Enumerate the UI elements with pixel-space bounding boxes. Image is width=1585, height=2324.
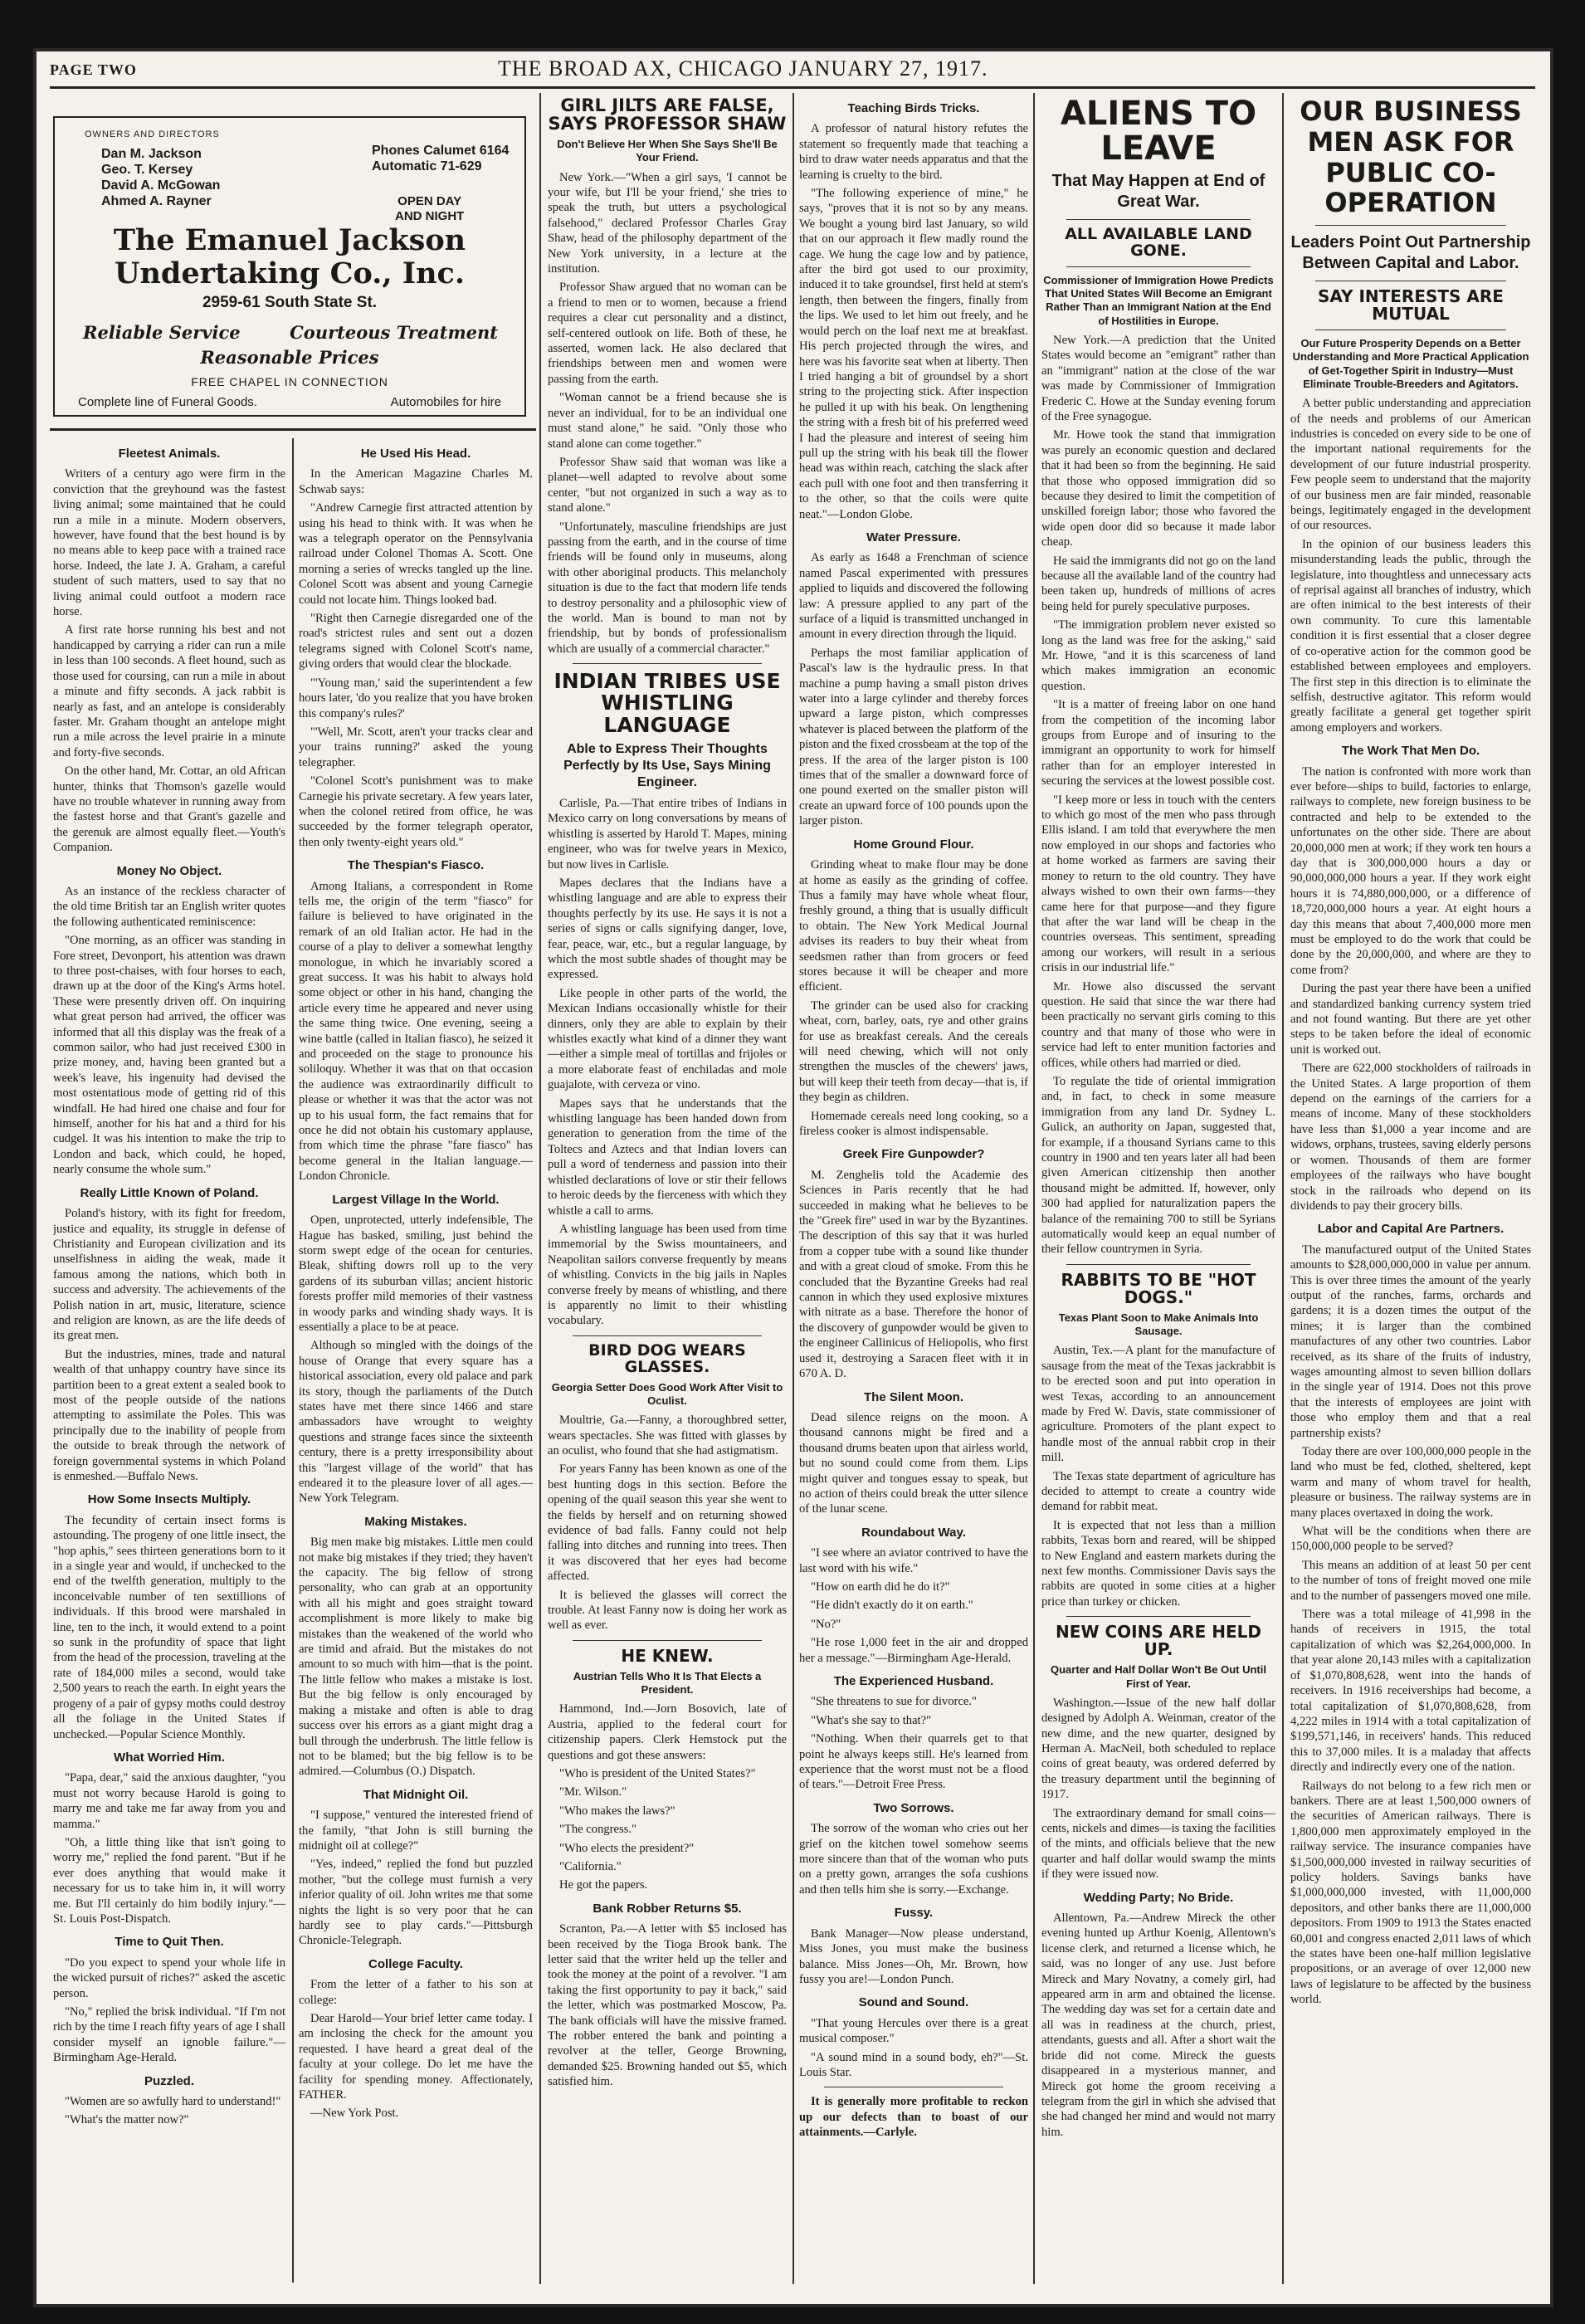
section-divider bbox=[1315, 225, 1506, 226]
article-paragraph: "Papa, dear," said the anxious daughter, "you must not worry because Harold is going to marry me and take me far away from you and mamma." bbox=[53, 1771, 285, 1831]
article-paragraph: "That young Hercules over there is a great musical composer." bbox=[799, 2016, 1028, 2046]
column-1 bbox=[53, 438, 285, 2282]
article-headline: Roundabout Way. bbox=[861, 1525, 966, 1540]
article-headline: College Faculty. bbox=[368, 1956, 463, 1971]
page-number: PAGE TWO bbox=[50, 61, 137, 78]
subheadline-land-gone: ALL AVAILABLE LAND GONE. bbox=[1065, 225, 1252, 260]
article-paragraph: Homemade cereals need long cooking, so a fireless cooker is almost indispensable. bbox=[799, 1109, 1028, 1138]
article-paragraph: New York.—"When a girl says, 'I cannot be your wife, but I'll be your friend,' she tries to speak the truth, but utters a psychological falsehood," declared Professor Charles Gray Shaw, head of the philosophy department of the New York university, in a lecture at the institution. bbox=[548, 170, 787, 276]
article-headline: Home Ground Flour. bbox=[853, 837, 974, 852]
company-name-line: Undertaking Co., Inc. bbox=[114, 256, 466, 290]
article-headline: He Used His Head. bbox=[360, 447, 471, 461]
chapel-line: FREE CHAPEL IN CONNECTION bbox=[191, 375, 388, 388]
column-5 bbox=[1041, 93, 1275, 2284]
column-4 bbox=[799, 93, 1028, 2284]
article-headline: The Experienced Husband. bbox=[833, 1674, 994, 1688]
article-paragraph: "Nothing. When their quarrels get to that point he always keeps still. He's learned from experience that the worst must not be a flood of tears."—Detroit Free Press. bbox=[799, 1732, 1028, 1792]
article-paragraph: "Mr. Wilson." bbox=[559, 1785, 627, 1799]
article-paragraph: For years Fanny has been known as one of the best hunting dogs in this section. Before the opening of the quail season this year she went to the fields by herself and on returning showed evidence of bad falls. Fanny could not help falling into ditches and running into trees. Then it was discovered that her eyes had become affected. bbox=[548, 1462, 787, 1584]
article-paragraph: A better public understanding and appreciation of the needs and problems of our American industries is conceded on every side to be one of the important national requirements for the development of our future industrial prosperity. Few people seem to understand that the majority of our business men are fair minded, reasonable beings, legitimately engaged in the development of our resources. bbox=[1290, 397, 1531, 533]
article-paragraph: Scranton, Pa.—A letter with $5 inclosed has been received by the Tioga Brook bank. The letter said that the writer held up the teller and took the money at the point of a revolver. "I am taking the first opportunity to pay it back," said the letter, which was postmarked Moscow, Pa. The bank officials will have the missive framed. The robber entered the bank and pointing a revolver at the teller, George Browning, demanded $25. Browning handed out $5, which satisfied him. bbox=[548, 1922, 787, 2089]
owner-name: Geo. T. Kersey bbox=[101, 163, 193, 177]
article-paragraph: "Andrew Carnegie first attracted attention by using his head to think with. It was when he was a telegraph operator on the Pennsylvania railroad under Colonel Thomas A. Scott. One morning a series of wrecks tangled up the line. Colonel Scott was absent and young Carnegie could not locate him. Things looked bad. bbox=[299, 501, 533, 607]
article-paragraph: There are 622,000 stockholders of railroads in the United States. A large proportion of them depend on the earnings of the carriers for a means of income. Many of these stockholders have less than $1,000 a year income and are widows, orphans, trustees, saving elderly persons or women. Thousands of them are former employees of the railways who have bought stock in the railroads who depend on its dividends to pay their grocery bills. bbox=[1290, 1062, 1531, 1213]
article-paragraph: From the letter of a father to his son at college: bbox=[299, 1978, 533, 2007]
subheadline-mutual: SAY INTERESTS ARE MUTUAL bbox=[1318, 286, 1504, 325]
deck: Our Future Prosperity Depends on a Better Understanding and More Practical Application of Get-Together Spirit in Industry—Must Eliminate Trouble-Breeders and Agitators. bbox=[1292, 337, 1529, 390]
article-paragraph: The nation is confronted with more work than ever before—ships to build, factories to enlarge, railways to complete, new foreign business to be contracted and help to be extended to the unfortunates on the other side. There are about 20,000,000 men at work; if they work ten hours a day that is 300,000,000 hours a day or 90,000,000,000 hours a year. If they work eight hours it is 74,880,000,000, or a difference of 18,720,000,000 hours a year. At eight hours a day this means that about 7,400,000 more men must be employed to do the work that could be done by the 20,000,000, and where are they to come from? bbox=[1290, 764, 1531, 977]
article-paragraph: In the opinion of our business leaders this misunderstanding leads the public, through the legislature, into thoughtless and unnecessary acts of reprisal against all branches of industry, which are often inimical to the best interests of their own community. To cure this lamentable condition it is first essential that a closer degree of co-operative action for the common good be established between employees and employers. The first step in this direction is to eliminate the selfish, destructive agitator. This reform would greatly facilitate a general get together spirit among employers and workers. bbox=[1290, 537, 1531, 735]
article-paragraph: M. Zenghelis told the Academie des Sciences in Paris recently that he had succeeded in making what he believes to be the "Greek fire" used in war by the Byzantines. The description of this say that it was hurled from a copper tube with a sound like thunder and with a great cloud of smoke. From this he concluded that the Byzantine Greeks had real cannon in which they used explosive mixtures with nitrate as a base. Therefore the honor of the discovery of gunpowder would be given to the engineer Callinicus of Heliopolis, who first used it, destroying a Saracen fleet with it in 670 A. D. bbox=[799, 1168, 1028, 1381]
article-paragraph: Carlisle, Pa.—That entire tribes of Indians in Mexico carry on long conversations by means of whistling is asserted by Harold T. Mapes, mining engineer, who was for twelve years in Mexico, but now lives in Carlisle. bbox=[548, 796, 787, 872]
subheadline: Able to Express Their Thoughts Perfectly by Its Use, Says Mining Engineer. bbox=[563, 741, 771, 789]
article-paragraph: "The following experience of mine," he says, "proves that it is not so by any means. We bought a young bird last January, so wild that on our approach it flew madly round the cage. We hung the cage low and by patience, after the bird got used to our proximity, induced it to take groundsel, first held at stem's length, then between the fingers, finally from the lips. We used to let him out freely, and he would perch on the loaf next me at breakfast. His perch projected through the wires, and here was his favorite seat when at liberty. Then I tried hanging a bit of groundsel by a short string to the projecting stick. After inspection he pulled it up with his beak. On lengthening the string with a fresh bit of his preferred weed I had the pleasure and interest of seeing him pull up the string with his beak till the flower head was within reach, catching the slack after each pull with one foot and then transferring it to the other, so that the coils were quite neat."—London Globe. bbox=[799, 187, 1028, 521]
subheadline: Don't Believe Her When She Says She'll Be Your Friend. bbox=[557, 138, 778, 164]
article-paragraph: The sorrow of the woman who cries out her grief on the kitchen towel somehow seems more sincere than that of the woman who puts on a pretty gown, arranges the sofa cushions and then tells him she is sorry.—Exchange. bbox=[799, 1822, 1028, 1897]
article-paragraph: "What's the matter now?" bbox=[65, 2113, 189, 2127]
headline-aliens-to-leave: ALIENS TO LEAVE bbox=[1060, 95, 1257, 168]
article-paragraph: Today there are over 100,000,000 people in the land who must be fed, clothed, sheltered, kept warm and many of whom travel for health, pleasure or business. The railway systems are in many places overtaxed in doing the work. bbox=[1290, 1445, 1531, 1520]
article-headline: Wedding Party; No Bride. bbox=[1083, 1890, 1234, 1905]
owners-list bbox=[101, 146, 220, 209]
section-divider bbox=[1066, 1616, 1251, 1617]
article-paragraph: "She threatens to sue for divorce." bbox=[811, 1695, 977, 1709]
headline-girl-jilts: GIRL JILTS ARE FALSE, SAYS PROFESSOR SHAW bbox=[548, 95, 787, 134]
article-paragraph: The fecundity of certain insect forms is astounding. The progeny of one little insect, the "hop aphis," sees thirteen generations born to it in a single year and would, if unchecked to the end of the twelfth generation, multiply to the inconceivable number of ten sextillions of individuals. If this brood were marshaled in line, ten to the inch, it would extend to a point so sunk in the profundity of space that light from the head of the procession, traveling at the rate of 184,000 miles a second, would take 2,500 years to reach the earth. In eight years the progeny of a pair of gypsy moths could destroy all the foliage in the United States if unchecked.—Popular Science Monthly. bbox=[53, 1513, 285, 1741]
headline-new-coins: NEW COINS ARE HELD UP. bbox=[1056, 1622, 1261, 1660]
column-6 bbox=[1290, 93, 1531, 2284]
article-paragraph: "Women are so awfully hard to understand!" bbox=[65, 2095, 281, 2109]
article-headline: Bank Robber Returns $5. bbox=[593, 1901, 742, 1916]
article-paragraph: "Who elects the president?" bbox=[559, 1841, 695, 1855]
article-headline: Time to Quit Then. bbox=[115, 1935, 224, 1950]
subheadline: Georgia Setter Does Good Work After Visit to Oculist. bbox=[551, 1380, 783, 1407]
phone-numbers bbox=[372, 143, 509, 174]
article-paragraph: "No," replied the brisk individual. "If I'm not rich by the time I reach fifty years of age I shall consider myself an ignoble failure."—Birmingham Age-Herald. bbox=[53, 2005, 285, 2065]
company-name-line: The Emanuel Jackson bbox=[113, 223, 466, 257]
article-paragraph: "Oh, a little thing like that isn't going to worry me," replied the fond parent. "But if he ever does anything that would make it necessary for us to take him in, it will worry me. But I'll certainly do him bodily injury."—St. Louis Post-Dispatch. bbox=[53, 1835, 285, 1926]
article-paragraph: New York.—A prediction that the United States would become an "emigrant" rather than an "immigrant" nation at the close of the war was made by Commissioner of Immigration Frederic C. Howe at the Sunday evening forum of the Free synagogue. bbox=[1041, 333, 1275, 423]
article-paragraph: What will be the conditions when there are 150,000,000 people to be served? bbox=[1290, 1525, 1531, 1554]
article-headline: Fussy. bbox=[894, 1906, 934, 1921]
open-hours bbox=[395, 194, 464, 224]
article-headline: How Some Insects Multiply. bbox=[87, 1492, 251, 1507]
article-paragraph: The extraordinary demand for small coins—cents, nickels and dimes—is taxing the facilities of the mints, and officials believe that the new quarter and half dollar would swamp the mints if they were issued now. bbox=[1041, 1806, 1275, 1882]
article-paragraph: "The immigration problem never existed so long as the land was free for the asking," said Mr. Howe, "and it is this scarceness of land which makes immigration an economic question. bbox=[1041, 618, 1275, 693]
section-divider bbox=[1066, 1264, 1251, 1265]
article-paragraph: "The congress." bbox=[559, 1823, 636, 1837]
column-rule bbox=[1282, 93, 1284, 2284]
article-paragraph: Professor Shaw argued that no woman can be a friend to men or to women, because a friend requires a clear cut personality and a distinct, self-centered outlook on life. Both of these, he asserted, women lack. He also declared that friendships between men and women were passing from the earth. bbox=[548, 281, 787, 386]
article-paragraph: Moultrie, Ga.—Fanny, a thoroughbred setter, wears spectacles. She was fitted with glasses by an oculist, who found that she had astigmatism. bbox=[548, 1413, 787, 1457]
article-paragraph: Railways do not belong to a few rich men or bankers. There are at least 1,500,000 owners of the securities of American railways. There is 1,800,000 men approximately employed in the railway service. The insurance companies have $1,500,000,000 invested in railway securities of policy holders. Savings banks have $1,000,000,000 invested, with 11,000,000 depositors, and other banks there are 11,000,000 depositors. From 1909 to 1913 the States enacted 60,001 and congress enacted 2,011 laws of which the states have been one-half million legislative propositions, or an average of over 12,000 new laws of legislature to be affected by the business world. bbox=[1290, 1779, 1531, 2007]
article-paragraph: The grinder can be used also for cracking wheat, corn, barley, oats, rye and other grains for use as breakfast cereals. And the cereals will need chewing, which will not only strengthen the muscles of the chewers' jaws, but will keep their teeth from decay—that is, if they begin as children. bbox=[799, 998, 1028, 1105]
article-headline: Fleetest Animals. bbox=[118, 447, 221, 461]
article-paragraph: "I keep more or less in touch with the centers to which go most of the men who pass through Ellis island. I am told that everywhere the men now employed in our shops and factories who at home worked as farmers are saving their money to return to the old country. They have always wished to own their own farms—they came here for that purpose—and they figure that after the war land will be cheap in the countries overseas. This sentiment, spreading among our workers, will result in a serious crisis in our industrial life." bbox=[1041, 793, 1275, 975]
article-paragraph: Big men make big mistakes. Little men could not make big mistakes if they tried; they haven't the capacity. The big fellow of strong personality, who can grab at an opportunity with all his might and goes straight toward accomplishment is more likely to make big mistakes than the weakened of the world who are timid and afraid. But the mistakes do not amount to so much with him—that is the point. The little fellow who makes a mistake is lost. But the big fellow is only encouraged by making a mistake and often is able to drag success over his errors as a giant might drag a bull through the underbrush. The little fellow is not to be blamed; but the big fellow is to be admired.—Columbus (O.) Dispatch. bbox=[299, 1536, 533, 1779]
article-headline: What Worried Him. bbox=[114, 1750, 225, 1765]
article-paragraph: The manufactured output of the United States amounts to $28,000,000,000 in value per annum. This is over three times the amount of the yearly output of the ranches, farms, orchards and gardens; it is a dozen times the output of the mines; it is larger than the combined manufactures of any other two countries. Labor received, as its share of the fruits of industry, wages amounting almost to seven billion dollars in the single year of 1914. Does not this prove that the interests of employees are joint with those who employ them and that a real partnership exists? bbox=[1290, 1243, 1531, 1440]
article-paragraph: It is believed the glasses will correct the trouble. At least Fanny now is doing her work as well as ever. bbox=[548, 1588, 787, 1633]
article-paragraph: A professor of natural history refutes the statement so frequently made that teaching a bird to draw water needs apparatus and that the learning is cruelty to the bird. bbox=[799, 122, 1028, 182]
article-headline: The Thespian's Fiasco. bbox=[347, 858, 485, 873]
article-paragraph: Grinding wheat to make flour may be done at home as easily as the grinding of coffee. Thus a family may have whole wheat flour, freshly ground, a thing that is usually difficult to obtain. The New York Medical Journal advises its readers to buy their wheat from seedsmen rather than from grocers or feed stores because it will be cheaper and more efficient. bbox=[799, 858, 1028, 994]
article-headline: Labor and Capital Are Partners. bbox=[1317, 1222, 1505, 1237]
article-paragraph: Poland's history, with its fight for freedom, justice and equality, its struggle in defense of Christianity and European civilization and its unselfishness in aiding the weak, made it famous among the nations, which both in success and adversity. The achievements of the Polish nation in art, music, literature, science and religion are known, as are the life deeds of its great men. bbox=[53, 1207, 285, 1343]
article-paragraph: He said the immigrants did not go on the land because all the available land of the country had been taken up, hundreds of millions of acres being held for purely speculative purposes. bbox=[1041, 554, 1275, 613]
deck: Commissioner of Immigration Howe Predicts That United States Will Become an Emigrant Rather Than an Immigrant Nation at the End of Hostilities in Europe. bbox=[1043, 273, 1274, 327]
article-paragraph: Among Italians, a correspondent in Rome tells me, the origin of the term "fiasco" for failure is believed to have originated in the remark of an old Italian actor. He had in the course of a play to deliver a somewhat lengthy monologue, in which he invariably scored a great success. It was his habit to always hold some object or other in his hand, changing the article every time he appeared and never using the same thing twice. One evening, seeing a wine battle (called in Italian fiasco), he seized it and proceeded on the stage to pronounce his soliloquy. Whether it was that on that occasion the audience was extraordinarily difficult to please or whether it was that the actor was not up to his usual form, the fact remains that for once he did not obtain his customary applause, from which time the phrase "fare fiasco" has become general in the Italian language.—London Chronicle. bbox=[299, 879, 533, 1184]
article-paragraph: On the other hand, Mr. Cottar, an old African hunter, thinks that Thomson's gazelle would have no trouble whatever in running away from the fastest horse and that Grant's gazelle and the gerenuk are almost equally fleet.—Youth's Companion. bbox=[53, 764, 285, 855]
ad-bottom-line bbox=[78, 395, 501, 409]
subheadline: That May Happen at End of Great War. bbox=[1051, 172, 1266, 211]
owner-name: Ahmed A. Rayner bbox=[101, 194, 212, 208]
column-rule bbox=[539, 93, 541, 2284]
phone-line: Phones Calumet 6164 bbox=[372, 144, 510, 158]
article-headline: Really Little Known of Poland. bbox=[80, 1185, 259, 1200]
article-paragraph: To regulate the tide of oriental immigration and, in fact, to check in some measure immigration from any land Dr. Sydney L. Gulick, an authority on Japan, suggested that, for example, if a thousand Syrians came to this country in 1900 and ten years later all had been given American citizenship then another thousand might be admitted. If, however, only 300 had applied for naturalization papers the balance of the remaining 700 to still be Syrians automatically would keep an equal number of their fellow countrymen in Syria. bbox=[1041, 1074, 1275, 1257]
article-paragraph: Dead silence reigns on the moon. A thousand cannons might be fired and a thousand drums beaten upon that airless world, but no sound could come from them. Lips might quiver and tongues essay to speak, but no action of theirs could break the utter silence of the lunar scene. bbox=[799, 1410, 1028, 1516]
article-paragraph: Austin, Tex.—A plant for the manufacture of sausage from the meat of the Texas jackrabbit is to be erected soon and put into operation in west Texas, according to an announcement made by Fred W. Davis, state commissioner of agriculture. Promoters of the plant expect to handle most of the annual rabbit crop in their mill. bbox=[1041, 1344, 1275, 1465]
article-paragraph: It is expected that not less than a million rabbits, Texas born and reared, will be shipped to New England and eastern markets during the next few months. Commissioner Davis says the rabbits are quoted in some cities at a higher price than turkey or chicken. bbox=[1041, 1518, 1275, 1609]
owners-title: OWNERS AND DIRECTORS bbox=[85, 129, 220, 139]
article-paragraph: Professor Shaw said that woman was like a planet—well adapted to revolve about some center, "but not organized in such a way as to stand alone." bbox=[548, 455, 787, 515]
column-rule bbox=[1033, 93, 1035, 2284]
column-3 bbox=[548, 93, 787, 2284]
article-paragraph: Mapes says that he understands that the whistling language has been handed down from generation to generation from the time of the Toltecs and Aztecs and that Indian lovers can pull a word of tenderness and passion into their whistled declarations of love or stir their fellows to heroic deeds by the fierceness with which they whistle a call to arms. bbox=[548, 1096, 787, 1218]
article-headline: The Silent Moon. bbox=[864, 1389, 963, 1404]
column-rule bbox=[792, 93, 794, 2284]
section-divider bbox=[1066, 266, 1251, 267]
headline-rabbits: RABBITS TO BE "HOT DOGS." bbox=[1061, 1269, 1256, 1307]
article-paragraph: "Who makes the laws?" bbox=[559, 1804, 675, 1818]
article-headline: Puzzled. bbox=[144, 2073, 194, 2088]
phone-line: Automatic 71-629 bbox=[372, 159, 482, 173]
article-paragraph: "I suppose," ventured the interested friend of the family, "that John is still burning the midnight oil at college?" bbox=[299, 1809, 533, 1853]
slogan bbox=[83, 322, 498, 343]
article-paragraph: "Who is president of the United States?" bbox=[559, 1766, 756, 1780]
subheadline: Texas Plant Soon to Make Animals Into Sausage. bbox=[1058, 1311, 1259, 1338]
article-paragraph: But the industries, mines, trade and natural wealth of that unhappy country have since its partition been to a great extent a sealed book to most of the people outside of the nations attempting to assimilate the Poles. This was principally due to the inability of people from the outside to break through the network of foreign governmental systems in which Poland is enmeshed.—Buffalo News. bbox=[53, 1347, 285, 1483]
owner-name: Dan M. Jackson bbox=[101, 147, 202, 161]
article-paragraph: "Right then Carnegie disregarded one of the road's strictest rules and sent out a dozen telegrams signed with Colonel Scott's name, giving orders that would clear the blockade. bbox=[299, 612, 533, 671]
prices-line: Reasonable Prices bbox=[200, 347, 379, 368]
article-paragraph: Mapes declares that the Indians have a whistling language and are able to express their thoughts perfectly by its use. He says it is not a series of signs or calls signifying danger, love, fear, peace, war, etc., but a regular language, by which the most subtle shades of thought may be expressed. bbox=[548, 876, 787, 982]
article-paragraph: He got the papers. bbox=[559, 1878, 648, 1892]
section-divider bbox=[573, 1335, 762, 1336]
article-paragraph: "Colonel Scott's punishment was to make Carnegie his private secretary. A few years later, when the colonel retired from office, he was succeeded by the former telegraph operator, then only twenty-eight years old." bbox=[299, 774, 533, 849]
article-paragraph: "He didn't exactly do it on earth." bbox=[811, 1599, 973, 1613]
section-divider bbox=[1066, 219, 1251, 220]
article-headline: The Work That Men Do. bbox=[1341, 744, 1480, 759]
article-headline: Water Pressure. bbox=[866, 530, 961, 544]
article-paragraph: Allentown, Pa.—Andrew Mireck the other evening hunted up Arthur Koenig, Allentown's license clerk, and returned a license which, he said, was no longer of any use. Just before Mireck and Mary Novatny, a comely girl, had appeared arm in arm and obtained the license. The wedding day was set for a certain date and all was in readiness at the church, priest, attendants, guests and all. After a short wait the bride did not come. Mireck the guests disappeared in a mysterious manner, and Mireck got home the groom receiving a telegram from the girl in which she advised that she had changed her mind and would not marry him. bbox=[1041, 1911, 1275, 2139]
company-name bbox=[55, 224, 524, 290]
article-paragraph: "'Young man,' said the superintendent a few hours later, 'do you realize that you have broken this company's rules?' bbox=[299, 676, 533, 720]
article-headline: That Midnight Oil. bbox=[363, 1787, 469, 1802]
article-paragraph: In the American Magazine Charles M. Schwab says: bbox=[299, 467, 533, 496]
article-headline: Money No Object. bbox=[116, 863, 222, 878]
article-headline: Making Mistakes. bbox=[364, 1514, 467, 1529]
article-paragraph: Although so mingled with the doings of the house of Orange that every square has a historical association, every old palace and park its story, though the parliaments of the Dutch states have met there since 1466 and stare ambassadors have wrought to weighty questions and strange faces since the sixteenth century, there is a pretty irresponsibility about this "largest village of the world" that has endeared it to the pleasure lover of all ages.—New York Telegram. bbox=[299, 1339, 533, 1506]
headline-indian-tribes: INDIAN TRIBES USE WHISTLING LANGUAGE bbox=[554, 669, 781, 737]
column-2 bbox=[299, 438, 533, 2282]
subheadline: Austrian Tells Who It Is That Elects a President. bbox=[573, 1669, 762, 1697]
article-paragraph: A whistling language has been used from time immemorial by the Swiss mountaineers, and Neapolitan sailors converse frequently by means of whistling. Convicts in the big jails in Naples converse freely by means of whistling, and there is apparently no limit to their whistling vocabulary. bbox=[548, 1222, 787, 1328]
article-paragraph: "Do you expect to spend your whole life in the wicked pursuit of riches?" asked the ascetic person. bbox=[53, 1955, 285, 2000]
masthead-rule bbox=[50, 86, 1535, 89]
article-paragraph: "California." bbox=[559, 1859, 622, 1873]
section-divider bbox=[573, 663, 762, 664]
article-paragraph: Open, unprotected, utterly indefensible, The Hague has basked, smiling, just behind the storm swept edge of the ocean for centuries. Bleak, shifting dowrs roll up to the very gardens of its suburban villas; ancient historic forests proffer mild memories of their vastness in woody parks and winding shady ways. It is essentially a place to be at peace. bbox=[299, 1213, 533, 1334]
article-paragraph: "How on earth did he do it?" bbox=[811, 1579, 950, 1594]
article-paragraph: The Texas state department of agriculture has decided to attempt to create a country wide demand for rabbit meat. bbox=[1041, 1469, 1275, 1514]
article-paragraph: "I see where an aviator contrived to have the last word with his wife." bbox=[799, 1546, 1028, 1575]
dateline: THE BROAD AX, CHICAGO JANUARY 27, 1917. bbox=[498, 56, 988, 81]
article-paragraph: Washington.—Issue of the new half dollar designed by Adolph A. Weinman, creator of the new dime, and the new quarter, designed by Herman A. MacNeil, both scheduled to replace coins of great beauty, was ordered deferred by the treasury department until the beginning of 1917. bbox=[1041, 1696, 1275, 1802]
column-rule bbox=[292, 438, 294, 2282]
article-paragraph: "Unfortunately, masculine friendships are just passing from the earth, and in the course of time friends will be found only in museums, along with other aboriginal products. This melancholy situation is due to the fact that modern life tends to destroy personality and a philosophic view of the world. Man is bound to man not by friendship, but by bonds of professionalism which are usually of a commercial character." bbox=[548, 520, 787, 656]
article-paragraph: Mr. Howe took the stand that immigration was purely an economic question and declared that it had been so from the beginning. He said that those who opposed immigration did so because they desired to limit the competition of unskilled foreign labor; those who favored the wide open door did so because it made labor cheap. bbox=[1041, 428, 1275, 549]
slogan-right: Courteous Treatment bbox=[290, 322, 498, 343]
article-paragraph: "Yes, indeed," replied the fond but puzzled mother, "but the college must furnish a very inferior quality of oil. John writes me that some nights the light is so very poor that he can hardly see to play cards."—Pittsburgh Chronicle-Telegraph. bbox=[299, 1858, 533, 1948]
article-paragraph: Perhaps the most familiar application of Pascal's law is the hydraulic press. In that machine a pump having a small piston drives water into a large cylinder and thereby forces upward a large piston, which compresses whatever is placed between the platform of the piston and the fixed crossbeam at the top of the press. If the area of the larger piston is 100 times that of the smaller a downward force of one pound exerted on the smaller piston will create an upward force of 100 pounds upon the larger piston. bbox=[799, 646, 1028, 828]
owner-name: David A. McGowan bbox=[101, 178, 221, 193]
article-paragraph: Like people in other parts of the world, the Mexican Indians occasionally whistle for their dinners, only they are able to explain by their whistles exactly what kind of a dinner they want—either a simple meal of tortillas and frijoles or a more elaborate feast of enchiladas and mole guajalote, with cerveza or vino. bbox=[548, 986, 787, 1092]
masthead bbox=[50, 50, 1535, 83]
article-paragraph: There was a total mileage of 41,998 in the hands of receivers in 1915, the total capitalization of which was $2,264,000,000. In that year alone 20,143 miles with a capitalization of $1,070,808,628, went into the hands of receivers. In 1916 receiverships had become, a total capitalization of $1,070,808,628, from 4,222 miles in 1914 with a total capitalization of $199,571,146, in receivers' hands. This reduced this to 37,000 miles. It is a maladay that affects directly and indirectly every one of the nation. bbox=[1290, 1608, 1531, 1775]
article-paragraph: "'Well, Mr. Scott, aren't your tracks clear and your trains running?' asked the young telegrapher. bbox=[299, 725, 533, 769]
ad-bottom-rule bbox=[50, 428, 536, 431]
headline-he-knew: HE KNEW. bbox=[621, 1645, 714, 1666]
article-headline: Two Sorrows. bbox=[873, 1800, 954, 1815]
article-paragraph: As early as 1648 a Frenchman of science named Pascal experimented with pressures applied to liquids and discovered the following law: A pressure applied to any part of the surface of a liquid is transmitted unchanged in amount in every direction through the liquid. bbox=[799, 551, 1028, 642]
headline-business-men: OUR BUSINESS MEN ASK FOR PUBLIC CO-OPERATION bbox=[1300, 95, 1522, 219]
article-paragraph: Hammond, Ind.—Jorn Bosovich, late of Austria, applied to the federal court for citizenship papers. Clerk Hemstock put the questions and got these answers: bbox=[548, 1702, 787, 1762]
article-paragraph: It is generally more profitable to reckon up our defects than to boast of our attainments.—Carlyle. bbox=[799, 2095, 1028, 2140]
funeral-goods: Complete line of Funeral Goods. bbox=[78, 395, 257, 409]
company-address: 2959-61 South State St. bbox=[202, 294, 378, 311]
article-headline: Greek Fire Gunpowder? bbox=[842, 1147, 985, 1162]
article-paragraph: "A sound mind in a sound body, eh?"—St. Louis Star. bbox=[799, 2050, 1028, 2079]
slogan-left: Reliable Service bbox=[83, 322, 241, 343]
subheadline: Leaders Point Out Partnership Between Capital and Labor. bbox=[1290, 233, 1531, 273]
article-paragraph: This means an addition of at least 50 per cent to the number of tons of freight moved one mile and to the number of passengers moved one mile. bbox=[1290, 1558, 1531, 1603]
open-line: AND NIGHT bbox=[395, 209, 465, 223]
section-divider bbox=[573, 1640, 762, 1641]
article-paragraph: Writers of a century ago were firm in the conviction that the greyhound was the fastest living animal; some maintained that he could run a mile in a minute. Modern observers, however, have found that the best hound is by no means able to keep pace with a trained race horse. Indeed, the late J. A. Graham, a careful student of such matters, used to say that no living animal could outfoot a modern race horse. bbox=[53, 467, 285, 619]
article-headline: Largest Village In the World. bbox=[332, 1192, 500, 1207]
article-paragraph: "What's she say to that?" bbox=[811, 1713, 932, 1727]
headline-bird-dog: BIRD DOG WEARS GLASSES. bbox=[588, 1340, 746, 1376]
article-paragraph: A first rate horse running his best and not handicapped by carrying a rider can run a mile in less than 100 seconds. A fleet hound, such as those used for coursing, can run a mile in about a minute and fifty seconds. A jack rabbit is nearly as fast, and an antelope is considerably faster. Mr. Graham thought an antelope might run a mile across the level prairie in a minute and forty-five seconds. bbox=[53, 623, 285, 759]
article-paragraph: Mr. Howe also discussed the servant question. He said that since the war there had been practically no servant girls coming to this country and that many of those who were in service had left to enter munition factories and offices, while others had married or died. bbox=[1041, 979, 1275, 1070]
article-paragraph: During the past year there have been a unified and standardized banking currency system tried and not found wanting. But there are yet other steps to be taken before the ideal of economic unit is worked out. bbox=[1290, 982, 1531, 1057]
article-paragraph: "No?" bbox=[811, 1617, 841, 1631]
article-paragraph: "One morning, as an officer was standing in Fore street, Devonport, his attention was drawn to three post-chaises, with four horses to each, drawn up at the door of the King's Arms hotel. These were presently driven off. On inquiring what great person had arrived, the officer was informed that all this display was the freak of a common sailor, who had just received £300 in prize money, and, having been granted but a week's leave, his ingenuity had devised the most ostentatious mode of getting rid of this windfall. He had hired one chaise and four for himself, another for his hat and a third for his cudgel. It was his intention to make the trip to London and back, which could, he hoped, nearly consume the whole sum." bbox=[53, 934, 285, 1177]
open-line: OPEN DAY bbox=[397, 194, 462, 208]
article-paragraph: "It is a matter of freeing labor on one hand from the competition of the incoming labor groups from Europe and of insuring to the immigrant an opportunity to work for himself rather than for an employer interested in securing the services at the lowest possible cost. bbox=[1041, 698, 1275, 788]
article-paragraph: —New York Post. bbox=[310, 2107, 399, 2121]
article-headline: Sound and Sound. bbox=[858, 1995, 969, 2010]
article-paragraph: "He rose 1,000 feet in the air and dropped her a message."—Birmingham Age-Herald. bbox=[799, 1636, 1028, 1665]
article-paragraph: "Woman cannot be a friend because she is never an individual, for to be an individual one must stand alone," he said. "Only those who stand alone can come together." bbox=[548, 391, 787, 451]
article-paragraph: Bank Manager—Now please understand, Miss Jones, you must make the business balance. Miss Jones—Oh, Mr. Brown, how fussy you are!—London Punch. bbox=[799, 1926, 1028, 1986]
article-paragraph: Dear Harold—Your brief letter came today. I am inclosing the check for the amount you requested. I have heard a great deal of the faculty at your college. Do let me have the facility for spending money. Affectionately, FATHER. bbox=[299, 2012, 533, 2102]
article-headline: Teaching Birds Tricks. bbox=[847, 101, 980, 115]
article-paragraph: As an instance of the reckless character of the old time British tar an English writer quotes the following authenticated reminiscence: bbox=[53, 884, 285, 929]
undertaking-advertisement bbox=[53, 116, 526, 417]
automobiles-for-hire: Automobiles for hire bbox=[390, 395, 501, 409]
subheadline: Quarter and Half Dollar Won't Be Out Until First of Year. bbox=[1051, 1663, 1266, 1690]
